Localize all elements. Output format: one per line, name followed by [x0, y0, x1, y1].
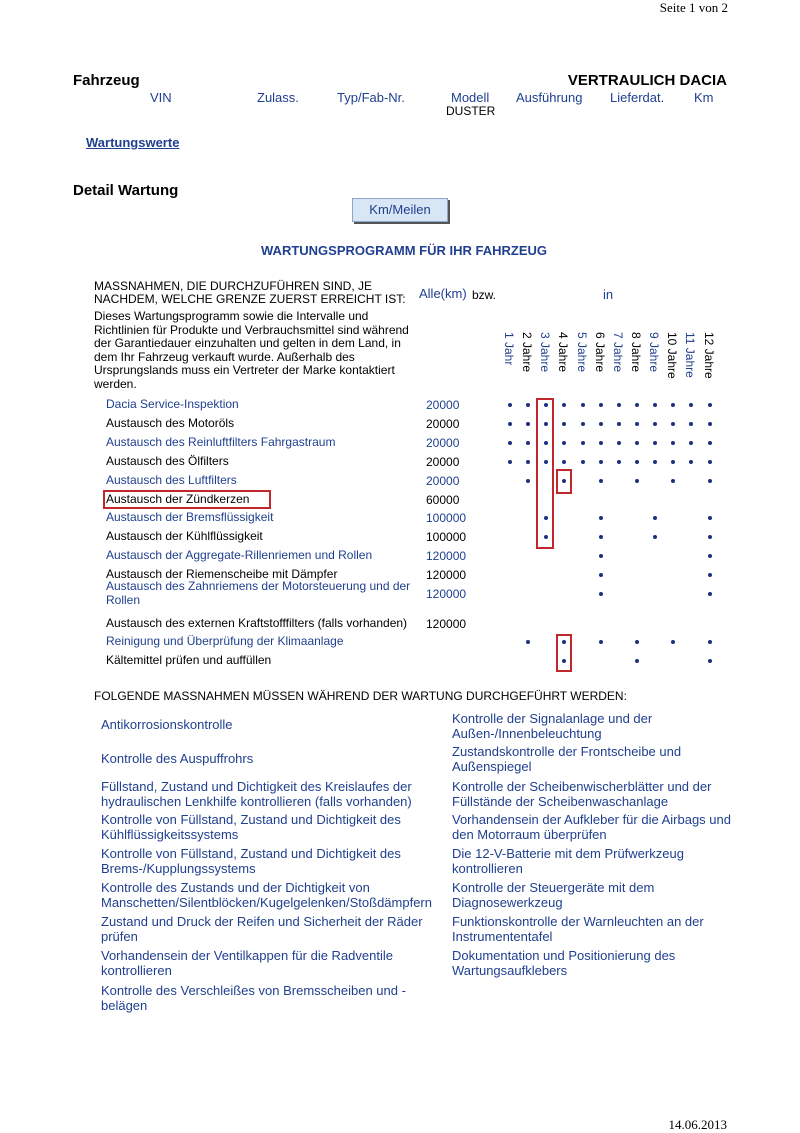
year-header: 2 Jahre — [520, 332, 534, 373]
col-modell: Modell — [451, 90, 490, 105]
year-header: 12 Jahre — [702, 332, 716, 379]
program-title: WARTUNGSPROGRAMM FÜR IHR FAHRZEUG — [261, 243, 547, 258]
interval-dot — [581, 422, 585, 426]
interval-dot — [617, 460, 621, 464]
interval-dot — [508, 460, 512, 464]
model-value: DUSTER — [446, 104, 496, 118]
interval-dot — [653, 535, 657, 539]
task-name: Austausch der Riemenscheibe mit Dämpfer — [106, 567, 338, 581]
in-label: in — [603, 287, 614, 302]
task-km: 120000 — [426, 617, 467, 631]
detail-title: Detail Wartung — [73, 182, 179, 199]
alle-km-label: Alle(km) — [419, 286, 467, 301]
year-header: 11 Jahre — [683, 332, 697, 378]
interval-dot — [671, 640, 675, 644]
task-name: Austausch des Luftfilters — [106, 473, 237, 487]
check-item: Kontrolle der Signalanlage und der Außen-/Innenbeleuchtung — [452, 711, 653, 741]
year-header: 6 Jahre — [593, 332, 607, 373]
interval-dot — [617, 422, 621, 426]
interval-dot — [526, 460, 530, 464]
interval-dot — [671, 422, 675, 426]
year-header: 9 Jahre — [647, 332, 661, 373]
interval-dot — [708, 516, 712, 520]
year-header: 10 Jahre — [665, 332, 679, 379]
interval-dot — [689, 441, 693, 445]
interval-dot — [599, 403, 603, 407]
vehicle-label: Fahrzeug — [73, 72, 140, 89]
interval-dot — [562, 422, 566, 426]
check-item: Zustandskontrolle der Frontscheibe und Außenspiegel — [452, 744, 682, 774]
km-meilen-button[interactable]: Km/Meilen — [352, 198, 448, 222]
bzw-label: bzw. — [472, 288, 497, 302]
task-km: 120000 — [426, 568, 467, 582]
confidential-label: VERTRAULICH DACIA — [567, 72, 727, 89]
task-km: 20000 — [426, 436, 460, 450]
task-name: Austausch des Zahnriemens der Motorsteuerung und der Rollen — [106, 579, 411, 607]
interval-dot — [599, 422, 603, 426]
task-name: Austausch der Zündkerzen — [106, 492, 250, 506]
interval-dot — [671, 403, 675, 407]
check-item: Vorhandensein der Ventilkappen für die Radventile kontrollieren — [101, 948, 393, 978]
intro-desc-line: werden. — [94, 376, 137, 391]
interval-dot — [599, 554, 603, 558]
check-item: Kontrolle von Füllstand, Zustand und Dichtigkeit des Brems-/Kupplungssystems — [101, 846, 401, 876]
col-ausfuehrung: Ausführung — [516, 90, 583, 105]
year-header: 1 Jahr — [502, 332, 516, 366]
intro-heading — [94, 280, 406, 306]
task-name: Austausch des Ölfilters — [106, 454, 229, 468]
task-km: 120000 — [426, 549, 467, 563]
check-item: Zustand und Druck der Reifen und Sicherheit der Räder prüfen — [101, 914, 423, 944]
interval-dot — [526, 403, 530, 407]
task-name: Austausch der Aggregate-Rillenriemen und Rollen — [106, 548, 373, 562]
task-name: Reinigung und Überprüfung der Klimaanlage — [106, 634, 344, 648]
interval-dot — [653, 403, 657, 407]
task-name: Kältemittel prüfen und auffüllen — [106, 653, 272, 667]
col-vin: VIN — [150, 90, 172, 105]
task-name: Austausch des Reinluftfilters Fahrgastraum — [106, 435, 336, 449]
interval-dot — [671, 479, 675, 483]
year-header: 3 Jahre — [538, 332, 552, 373]
interval-dot — [526, 640, 530, 644]
interval-dot — [689, 422, 693, 426]
interval-dot — [599, 573, 603, 577]
footer-date: 14.06.2013 — [668, 1117, 727, 1132]
interval-dot — [599, 460, 603, 464]
check-item: Kontrolle des Zustands und der Dichtigkeit von Manschetten/Silentblöcken/Kugelgelenken/Stoßdämpfern — [101, 880, 432, 910]
interval-dot — [708, 403, 712, 407]
interval-dot — [635, 460, 639, 464]
col-typ: Typ/Fab-Nr. — [337, 90, 405, 105]
highlight-year-4-klima — [556, 634, 572, 672]
interval-dot — [635, 422, 639, 426]
interval-dot — [617, 403, 621, 407]
intro-desc-line: Ursprungslands muss ein Vertreter der Marke kontaktiert — [94, 363, 395, 377]
interval-dot — [526, 479, 530, 483]
year-header: 4 Jahre — [556, 332, 570, 373]
check-item: Kontrolle des Auspuffrohrs — [101, 751, 254, 766]
check-item: Kontrolle von Füllstand, Zustand und Dichtigkeit des Kühlflüssigkeitssystems — [101, 812, 401, 842]
year-header: 5 Jahre — [575, 332, 589, 373]
interval-dot — [599, 592, 603, 596]
interval-dot — [708, 460, 712, 464]
check-item: Kontrolle des Verschleißes von Bremsscheiben und -belägen — [101, 983, 406, 1013]
interval-dot — [599, 516, 603, 520]
interval-dot — [689, 403, 693, 407]
interval-dot — [581, 403, 585, 407]
intro-line-1: MASSNAHMEN, DIE DURCHZUFÜHREN SIND, JE — [94, 279, 373, 293]
check-item: Kontrolle der Scheibenwischerblätter und der Füllstände der Scheibenwaschanlage — [452, 779, 712, 809]
check-item: Funktionskontrolle der Warnleuchten an der Instrumententafel — [452, 914, 704, 944]
interval-dot — [526, 441, 530, 445]
interval-dot — [708, 592, 712, 596]
interval-dot — [708, 554, 712, 558]
interval-dot — [671, 441, 675, 445]
interval-dot — [653, 460, 657, 464]
task-name: Austausch der Bremsflüssigkeit — [106, 510, 274, 524]
task-name: Dacia Service-Inspektion — [106, 397, 239, 411]
interval-dot — [708, 573, 712, 577]
intro-desc-line: dem Ihr Fahrzeug verkauft wurde. Außerhalb des — [94, 349, 355, 364]
task-km: 20000 — [426, 398, 460, 412]
intro-desc-line: Richtlinien für Produkte und Verbrauchsmittel sind während — [94, 322, 409, 337]
interval-dot — [508, 441, 512, 445]
interval-dot — [581, 441, 585, 445]
interval-dot — [635, 479, 639, 483]
task-km: 20000 — [426, 474, 460, 488]
page-number: Seite 1 von 2 — [659, 0, 728, 15]
wartungswerte-link[interactable]: Wartungswerte — [86, 135, 180, 150]
highlight-year-3-column — [536, 398, 554, 549]
interval-dot — [508, 422, 512, 426]
col-lieferdat: Lieferdat. — [610, 90, 665, 105]
interval-dot — [653, 441, 657, 445]
task-name: Austausch des Motoröls — [106, 416, 235, 430]
interval-dot — [708, 422, 712, 426]
task-name: Austausch der Kühlflüssigkeit — [106, 529, 263, 543]
check-item: Dokumentation und Positionierung des Wartungsaufklebers — [452, 948, 676, 978]
check-item: Antikorrosionskontrolle — [101, 717, 233, 732]
interval-dot — [562, 403, 566, 407]
interval-dot — [671, 460, 675, 464]
intro-description — [94, 310, 409, 391]
interval-dot — [708, 535, 712, 539]
col-zulass: Zulass. — [257, 90, 299, 105]
interval-dot — [708, 441, 712, 445]
interval-dot — [599, 441, 603, 445]
task-name: Austausch des externen Kraftstofffilters (falls vorhanden) — [106, 616, 408, 630]
interval-dot — [708, 659, 712, 663]
interval-dot — [689, 460, 693, 464]
interval-dot — [581, 460, 585, 464]
interval-dot — [708, 640, 712, 644]
interval-dot — [635, 403, 639, 407]
interval-dot — [708, 479, 712, 483]
intro-line-2: NACHDEM, WELCHE GRENZE ZUERST ERREICHT IST: — [94, 292, 406, 306]
task-km: 20000 — [426, 455, 460, 469]
interval-dot — [653, 422, 657, 426]
highlight-year-4-luftfilter — [556, 469, 572, 494]
following-title: FOLGENDE MASSNAHMEN MÜSSEN WÄHREND DER WARTUNG DURCHGEFÜHRT WERDEN: — [94, 689, 627, 703]
interval-dot — [653, 516, 657, 520]
interval-dot — [562, 460, 566, 464]
year-header: 8 Jahre — [629, 332, 643, 373]
task-km: 100000 — [426, 511, 467, 525]
check-item: Kontrolle der Steuergeräte mit dem Diagnosewerkzeug — [452, 880, 655, 910]
interval-dot — [599, 479, 603, 483]
interval-dot — [617, 441, 621, 445]
task-km: 120000 — [426, 587, 467, 601]
interval-dot — [562, 441, 566, 445]
interval-dot — [635, 441, 639, 445]
task-km: 20000 — [426, 417, 460, 431]
interval-dot — [635, 640, 639, 644]
interval-dot — [635, 659, 639, 663]
task-km: 100000 — [426, 530, 467, 544]
interval-dot — [599, 640, 603, 644]
check-item: Die 12-V-Batterie mit dem Prüfwerkzeug kontrollieren — [452, 846, 684, 876]
task-km: 60000 — [426, 493, 460, 507]
check-item: Vorhandensein der Aufkleber für die Airbags und den Motorraum überprüfen — [452, 812, 731, 842]
col-km: Km — [694, 90, 714, 105]
check-item: Füllstand, Zustand und Dichtigkeit des Kreislaufes der hydraulischen Lenkhilfe kontrollieren (falls vorhanden) — [101, 779, 412, 809]
year-header: 7 Jahre — [611, 332, 625, 373]
intro-desc-line: der Garantiedauer einzuhalten und gelten in dem Land, in — [94, 336, 401, 350]
intro-desc-line: Dieses Wartungsprogramm sowie die Intervalle und — [94, 309, 369, 323]
interval-dot — [599, 535, 603, 539]
highlight-zuendkerzen — [103, 490, 271, 509]
interval-dot — [508, 403, 512, 407]
interval-dot — [526, 422, 530, 426]
